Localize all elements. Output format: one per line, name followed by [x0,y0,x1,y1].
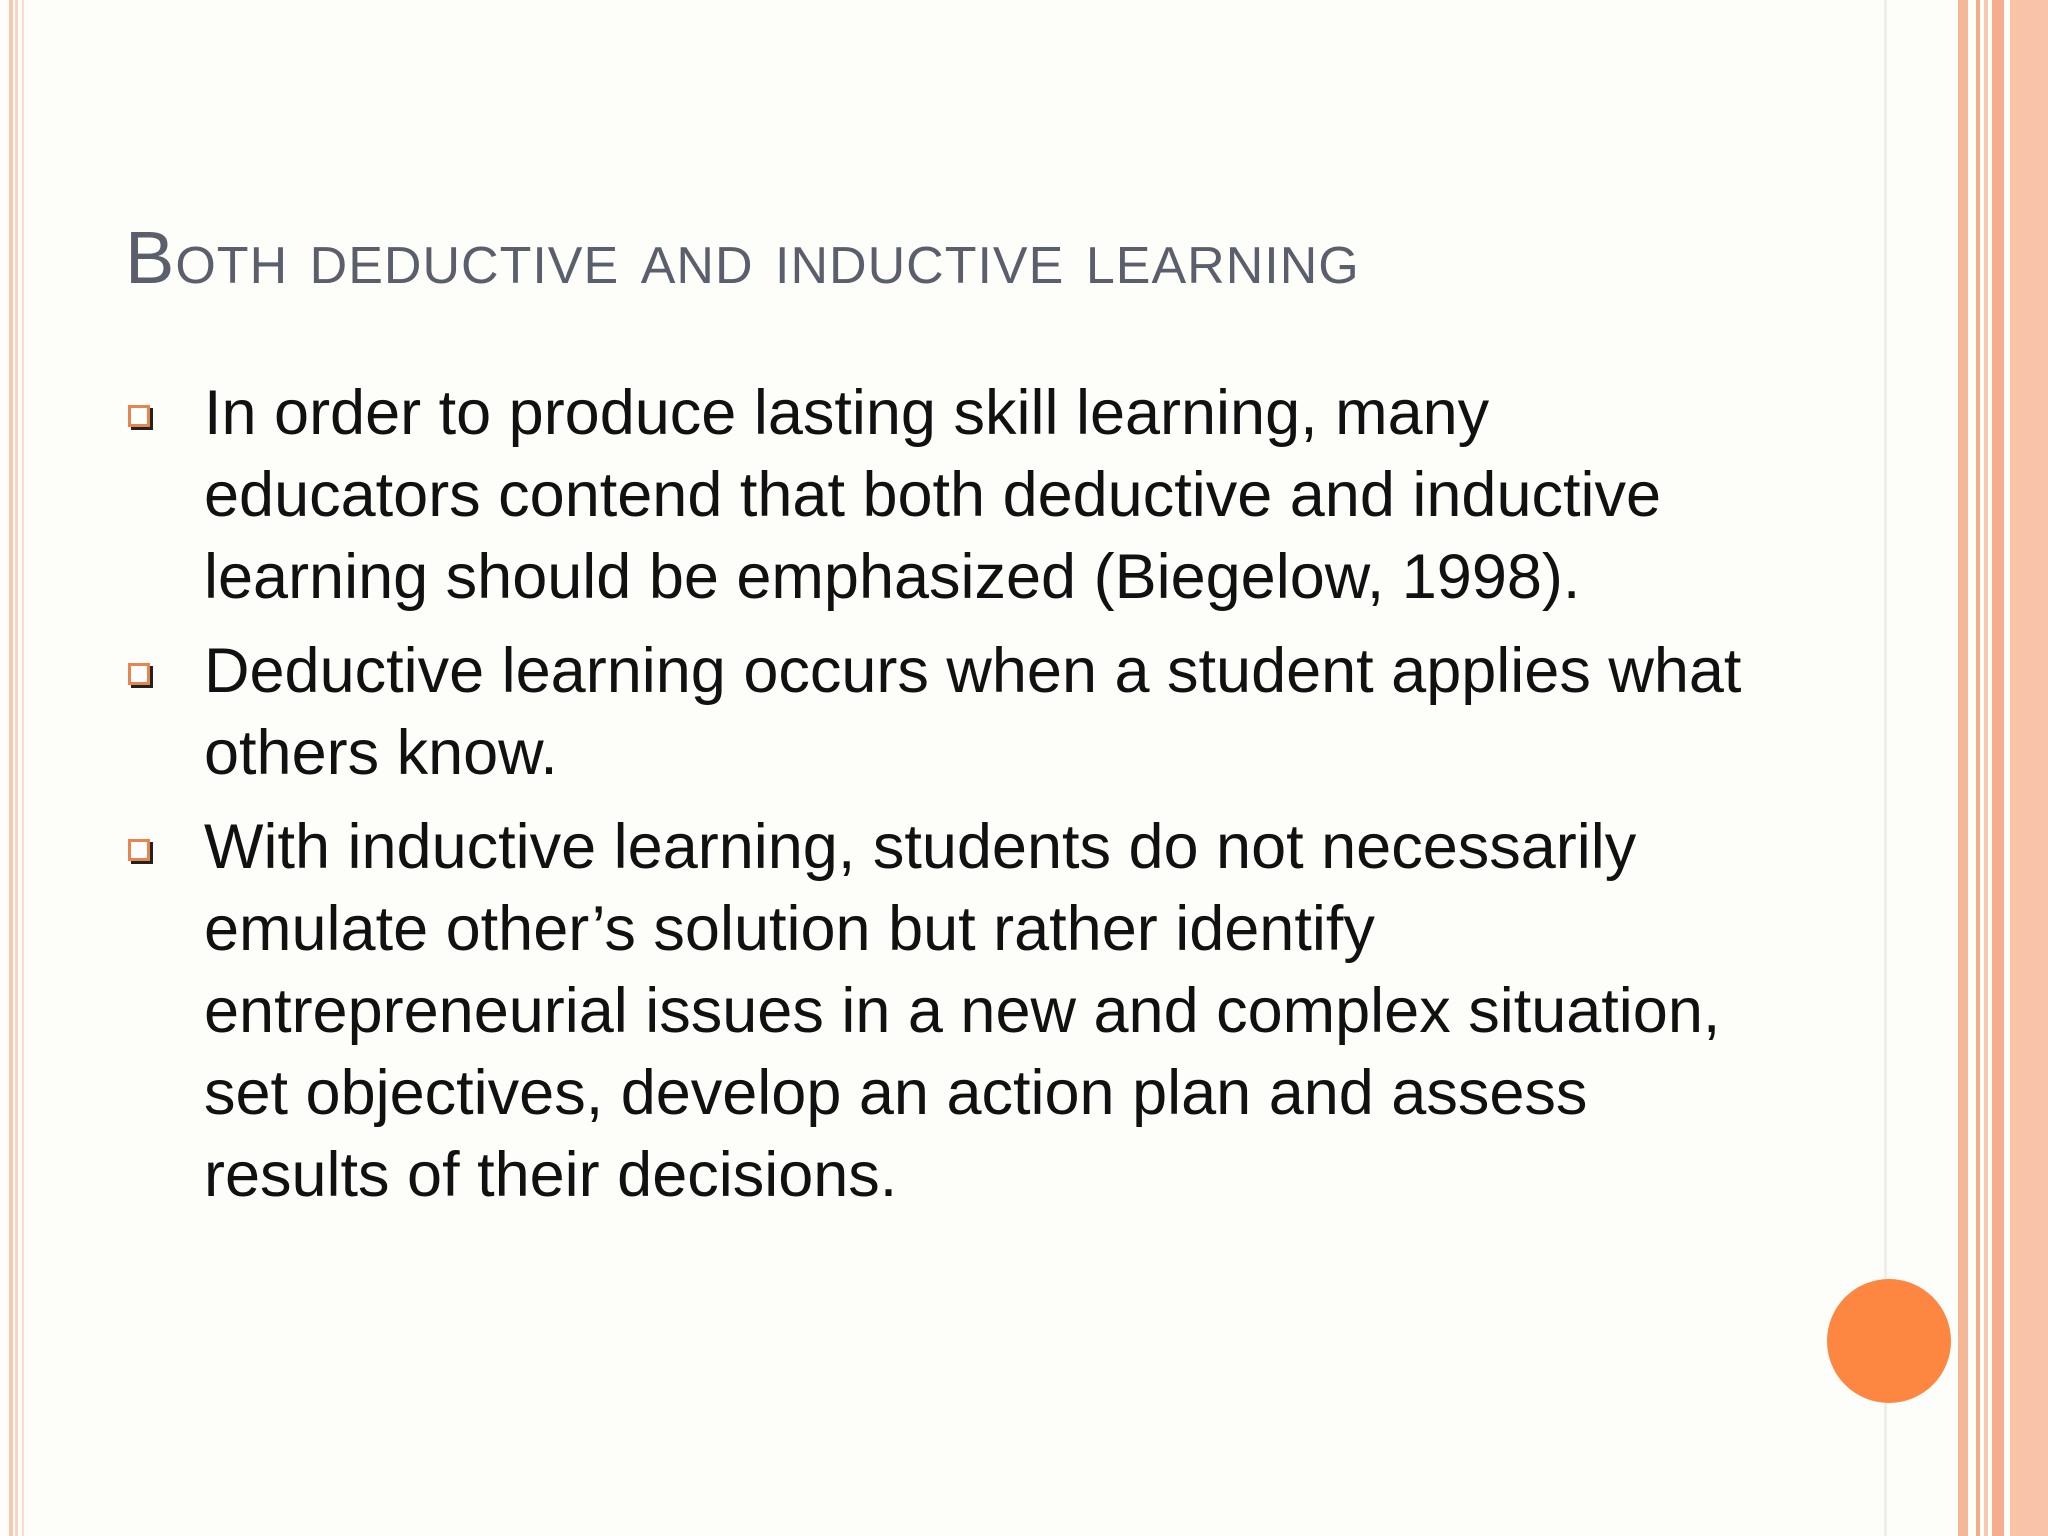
orange-circle-decoration [1827,1279,1951,1403]
slide-title: Both deductive and inductive learning [125,216,1360,299]
left-border-stripe [22,0,24,1536]
left-border-stripe [15,0,18,1536]
bullet-item [125,806,1765,1216]
bullet-list [125,372,1765,1228]
bullet-item [125,372,1765,618]
right-border-stripe [1958,0,1968,1536]
square-checkbox-bullet-icon [128,663,150,685]
right-border-stripe [2010,0,2048,1536]
bullet-text: With inductive learning, students do not necessarily emulate other’s solution but rather identify entrepreneurial issues in a new and complex situation, set objectives, develop an action plan and assess results of their decisions. [204,812,1721,1210]
right-border-stripe [1992,0,2004,1536]
square-checkbox-bullet-icon [128,405,150,427]
right-border-stripe [1976,0,1980,1536]
left-border-stripe [9,0,13,1536]
right-border-stripe [1984,0,1988,1536]
bullet-text: Deductive learning occurs when a student applies what others know. [204,636,1742,788]
bullet-item [125,630,1765,794]
bullet-text: In order to produce lasting skill learning, many educators contend that both deductive and inductive learning should be emphasized (Biegelow, 1998). [204,378,1662,612]
square-checkbox-bullet-icon [128,839,150,861]
